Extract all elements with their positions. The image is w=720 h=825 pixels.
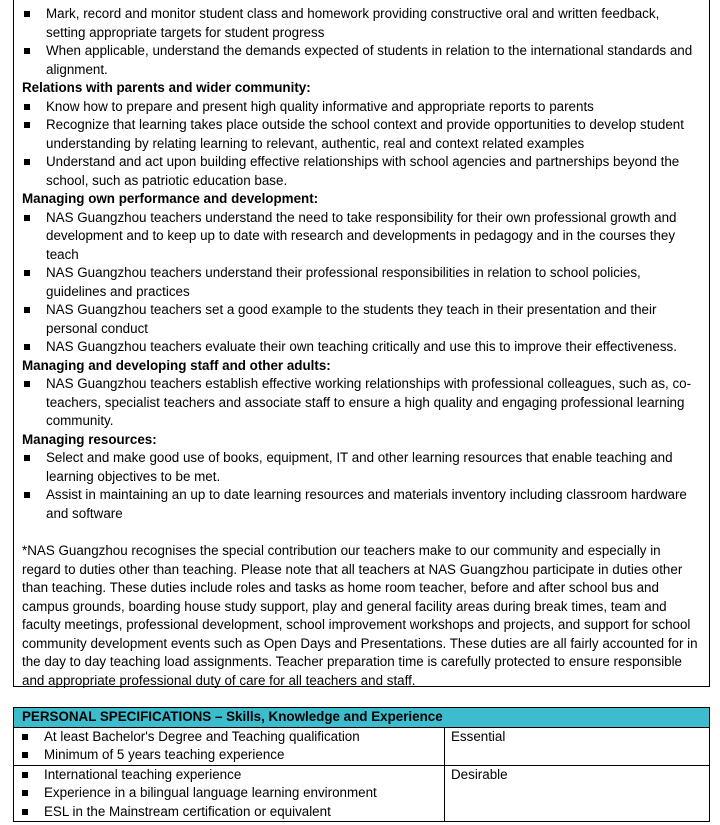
section-heading-parents: Relations with parents and wider community:: [22, 80, 311, 95]
list-item: Mark, record and monitor student class and homework providing constructive oral and written feedback, setting appropriate targets for student progress: [22, 5, 701, 42]
resources-list: [22, 449, 701, 523]
bullet-square-icon: [24, 492, 30, 498]
duties-box: [13, 0, 710, 687]
list-item: Know how to prepare and present high quality informative and appropriate reports to parents: [22, 98, 701, 117]
bullet-square-icon: [24, 159, 30, 165]
table-row: [14, 727, 710, 765]
list-item: NAS Guangzhou teachers set a good example to the students they teach in their presentation and their personal conduct: [22, 301, 701, 338]
bullet-square-icon: [24, 307, 30, 313]
bullet-square-icon: [24, 270, 30, 276]
bullet-square-icon: [24, 381, 30, 387]
list-item: NAS Guangzhou teachers understand the need to take responsibility for their own professional growth and development and to keep up to date with research and developments in pedagogy and in the courses they teach: [22, 209, 701, 265]
bullet-square-icon: [22, 809, 28, 815]
staff-list: [22, 375, 701, 431]
bullet-square-icon: [22, 772, 28, 778]
list-item: Recognize that learning takes place outside the school context and provide opportunities to develop student understanding by relating learning to relevant, authentic, real and context related examples: [22, 116, 701, 153]
bullet-square-icon: [24, 11, 30, 17]
duties-note: *NAS Guangzhou recognises the special contribution our teachers make to our community and especially in regard to duties other than teaching. Please note that all teachers at NAS Guangzhou participate in duties other than teaching. These duties include roles and tasks as home room teacher, before and after school bus and campus grounds, boarding house study support, play and general facility areas during break times, team and faculty meetings, professional development, school improvement workshops and projects, and support for school community development events such as Open Days and Presentations. These duties are all fairly accounted for in the day to day teaching load assignments. Teacher preparation time is carefully protected to ensure responsible and appropriate professional duty of care for all teachers and staff.: [22, 543, 698, 688]
list-item: Assist in maintaining an up to date learning resources and materials inventory including classroom hardware and software: [22, 486, 701, 523]
list-item: Select and make good use of books, equipment, IT and other learning resources that enable teaching and learning objectives to be met.: [22, 449, 701, 486]
bullet-square-icon: [24, 48, 30, 54]
list-item: At least Bachelor's Degree and Teaching qualification: [14, 728, 444, 747]
list-item: NAS Guangzhou teachers understand their professional responsibilities in relation to school policies, guidelines and practices: [22, 264, 701, 301]
list-item: Experience in a bilingual language learning environment: [14, 784, 444, 803]
requirements-cell: [14, 765, 445, 822]
parents-list: [22, 98, 701, 191]
list-item: Understand and act upon building effective relationships with school agencies and partnerships beyond the school, such as patriotic education base.: [22, 153, 701, 190]
bullet-square-icon: [22, 752, 28, 758]
list-item: ESL in the Mainstream certification or equivalent: [14, 803, 444, 822]
category-cell: Essential: [445, 727, 710, 765]
table-row: [14, 765, 710, 822]
category-cell: Desirable: [445, 765, 710, 822]
bullet-square-icon: [24, 122, 30, 128]
section-heading-resources: Managing resources:: [22, 431, 157, 447]
section-heading-performance: Managing own performance and development:: [22, 191, 319, 206]
performance-list: [22, 209, 701, 357]
list-item: NAS Guangzhou teachers evaluate their own teaching critically and use this to improve their effectiveness.: [22, 338, 701, 357]
requirements-cell: [14, 727, 445, 765]
list-item: NAS Guangzhou teachers establish effective working relationships with professional colleagues, such as, co-teachers, specialist teachers and associate staff to ensure a high quality and engaging professional learning community.: [22, 375, 701, 431]
bullet-square-icon: [24, 215, 30, 221]
list-item: Minimum of 5 years teaching experience: [14, 746, 444, 765]
list-item: When applicable, understand the demands expected of students in relation to the international standards and alignment.: [22, 42, 701, 79]
bullet-square-icon: [24, 344, 30, 350]
bullet-square-icon: [24, 104, 30, 110]
specifications-header: PERSONAL SPECIFICATIONS – Skills, Knowledge and Experience: [14, 708, 710, 728]
intro-list: [22, 5, 701, 79]
bullet-square-icon: [22, 790, 28, 796]
list-item: International teaching experience: [14, 766, 444, 785]
section-heading-staff: Managing and developing staff and other adults:: [22, 357, 331, 373]
bullet-square-icon: [24, 455, 30, 461]
bullet-square-icon: [22, 734, 28, 740]
specifications-table: [13, 707, 710, 822]
